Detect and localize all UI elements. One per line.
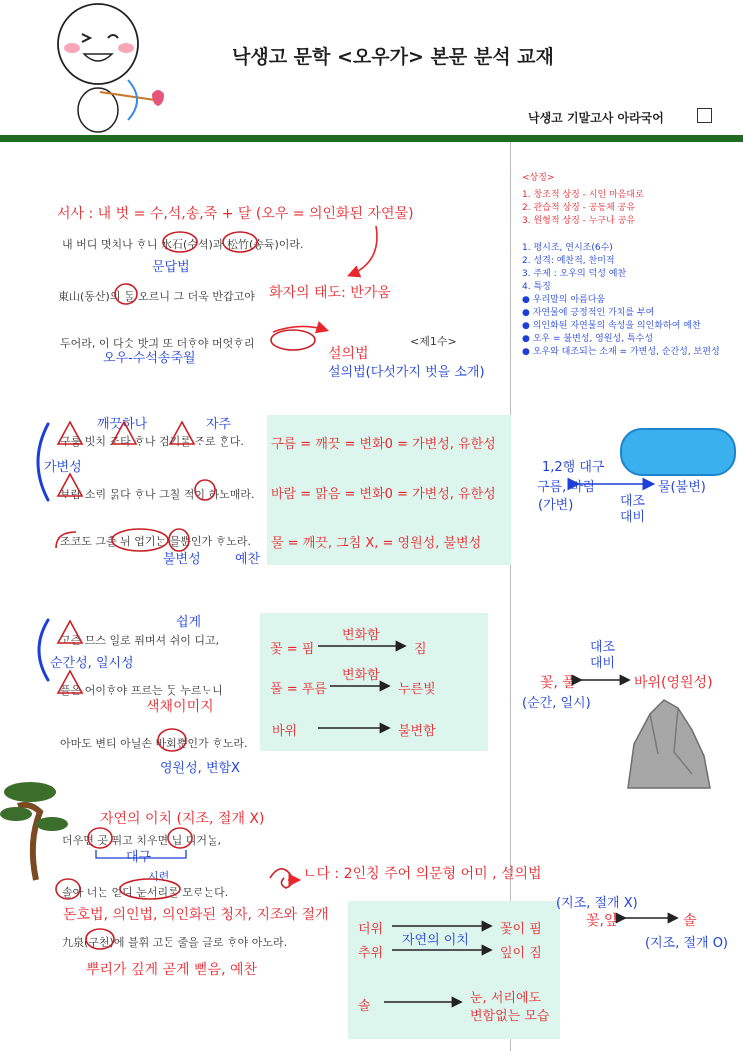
box-fall: 잎이 짐 (500, 946, 542, 961)
trial-note: 시련 (148, 870, 170, 883)
contrast-right: 솔 (683, 913, 697, 929)
box-arrow-label: 변화함 (342, 628, 380, 643)
five-friends-note: 오우-수석송죽월 (103, 351, 196, 366)
box-left: 풀 = 푸름 (270, 682, 327, 697)
poem-line: 고즌 므스 일로 퓌며셔 쉬이 디고, (60, 634, 220, 647)
contrast-mid: 대조 (590, 640, 616, 655)
box-cold: 추위 (358, 946, 384, 961)
symbol-item: 3. 원형적 상징 - 누구나 공유 (522, 216, 636, 226)
ending-note: ㄴ다 : 2인칭 주어 의문형 어미 , 설의법 (303, 866, 542, 882)
mundap-note: 문답법 (152, 260, 190, 275)
equation: 구름 = 깨끗 = 변화0 = 가변성, 유한성 (271, 437, 496, 452)
clean-note: 깨끗하나 (97, 417, 148, 432)
nature-law-note: 자연의 이치 (지조, 절개 X) (100, 811, 265, 827)
poem-line: 아마도 변티 아닐손 바회뿐인가 ᄒᆞ노라. (60, 737, 248, 750)
contrast-left-sub: (순간, 일시) (522, 696, 591, 711)
symbol-item: 1. 창조적 상징 - 시인 마음대로 (522, 190, 644, 200)
poem-line: 九泉(구천)에 블휘 고ᄃᆞᆫ 줄을 글로 ᄒᆞ야 아노라. (62, 936, 288, 949)
contrast-head: 1,2행 대구 (542, 460, 605, 475)
poem-line: 솔아 너ᄂᆞᆫ 얻디 눈서리ᄅᆞᆯ 모ᄅᆞᄂᆞᆫ다. (62, 886, 229, 899)
poem-line: 두어라, 이 다ᄉᆞᆺ 밧긔 또 더ᄒᆞ야 머엇ᄒᆞ리 (60, 337, 255, 350)
box-right: 짐 (414, 642, 427, 657)
contrast-right: 물(불변) (658, 480, 706, 495)
attitude-note: 화자의 태도: 반가움 (269, 285, 391, 301)
contrast-left-sub: (가변) (538, 498, 574, 513)
seolui-note-2: 설의법(다섯가지 벗을 소개) (328, 365, 485, 380)
box-right: 누른빛 (398, 682, 436, 697)
bullet-item: ● 의인화된 자연물의 속성을 의인화하여 예찬 (522, 321, 701, 331)
constancy-note: 불변성 (163, 552, 201, 567)
poem-line: 플은 어이ᄒᆞ야 프르는 ᄃᆞᆺ 누르ᄂᆞ니 (60, 684, 223, 697)
bullet-item: ● 오우와 대조되는 소재 = 가변성, 순간성, 보편성 (522, 347, 720, 357)
poem-line: 구룸 빗치 조타 ᄒᆞ나 검기ᄅᆞᆯ ᄌᆞ로 ᄒᆞᆫ다. (60, 435, 244, 448)
contrast-mid: 대조 (620, 494, 646, 509)
box-hot: 더위 (358, 922, 384, 937)
poem-line: 더우면 곳 퓌고 치우면 닙 디거ᄂᆞᆯ, (62, 834, 222, 847)
box-left: 꽃 = 핌 (270, 642, 315, 657)
color-note: 색채이미지 (146, 699, 214, 715)
seolui-note: 설의법 (328, 346, 369, 362)
bullet-item: ● 자연물에 긍정적인 가치를 부여 (522, 308, 655, 318)
contrast-top: (지조, 절개 X) (556, 896, 638, 911)
box-pine-res-2: 변함없는 모습 (470, 1009, 550, 1024)
fact-item: 3. 주제 : 오우의 덕성 예찬 (522, 269, 627, 279)
box-left: 바위 (272, 724, 298, 739)
poem-line: 조코도 그츨 뉘 업기ᄂᆞᆫ 믈뿐인가 ᄒᆞ노라. (60, 535, 251, 548)
easy-note: 쉽게 (176, 615, 202, 630)
contrast-left: 꽃,잎 (586, 913, 618, 929)
equation: 물 = 깨끗, 그침 X, = 영원성, 불변성 (271, 536, 482, 551)
box-pine: 솔 (358, 999, 371, 1014)
equation: 바람 = 맑음 = 변화0 = 가변성, 유한성 (271, 487, 496, 502)
box-law: 자연의 이치 (402, 933, 469, 948)
box-right: 불변함 (398, 724, 436, 739)
page-title: 낙생고 문학 <오우가> 본문 분석 교재 (232, 46, 554, 68)
contrast-bottom: (지조, 절개 O) (645, 936, 729, 951)
seosa-note: 서사 : 내 벗 = 수,석,송,죽 + 달 (오우 = 의인화된 자연물) (57, 206, 414, 222)
poem-line: 내 버디 몃치나 ᄒᆞ니 水石(수셕)과 松竹(송듁)이라. (62, 238, 304, 251)
contrast-left: 꽃, 풀 (540, 675, 576, 691)
box-bloom: 꽃이 핌 (500, 922, 542, 937)
temporary-note: 순간성, 일시성 (50, 656, 134, 671)
brand-label: 낙생고 기말고사 아라국어 (528, 111, 664, 125)
roots-note: 뿌리가 깊게 곧게 뻗음, 예찬 (86, 962, 258, 978)
poem-line: 東山(동산)의 ᄃᆞᆯ 오르니 그 더욱 반갑고야 (58, 290, 255, 303)
praise-note: 예찬 (235, 552, 261, 567)
contrast-left: 구름, 바람 (537, 480, 596, 495)
poem-line: ᄇᆞ람 소ᄅᆡ ᄆᆞᆰ다 ᄒᆞ나 그칠 적이 하노매라. (60, 488, 255, 501)
symbol-item: 2. 관습적 상징 - 공동체 공유 (522, 203, 636, 213)
contrast-right: 바위(영원성) (634, 675, 713, 691)
rock-note: 영원성, 변함X (160, 761, 240, 776)
fact-item: 1. 평시조, 연시조(6수) (522, 243, 613, 253)
stanza-label: <제1수> (410, 335, 457, 348)
contrast-mid-2: 대비 (620, 510, 646, 525)
box-arrow-label: 변화함 (342, 668, 380, 683)
bullet-item: ● 오우 = 불변성, 영원성, 특수성 (522, 334, 654, 344)
symbol-title: <상징> (522, 173, 555, 183)
often-note: 자주 (206, 417, 232, 432)
box-pine-res: 눈, 서리에도 (470, 991, 542, 1006)
bullet-item: ● 우리말의 아름다움 (522, 295, 606, 305)
methods-note: 돈호법, 의인법, 의인화된 청자, 지조와 절개 (63, 907, 329, 923)
fact-item: 2. 성격: 예찬적, 찬미적 (522, 256, 615, 266)
contrast-mid-2: 대비 (590, 656, 616, 671)
daegu-note: 대구 (126, 850, 152, 865)
variability-note: 가변성 (44, 460, 82, 475)
fact-item: 4. 특징 (522, 282, 551, 292)
